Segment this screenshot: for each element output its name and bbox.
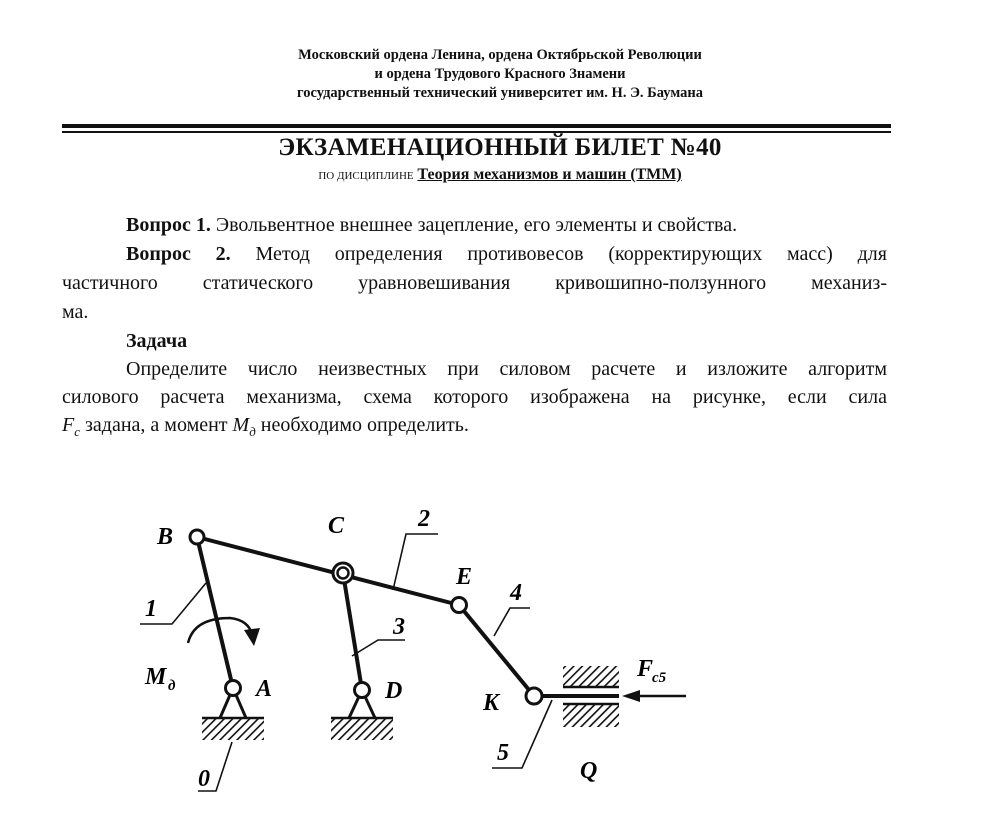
label-link-5: 5 bbox=[497, 740, 509, 766]
label-b: B bbox=[157, 524, 174, 550]
task-line-1: Определите число неизвестных при силовом расчете и изложите алгоритм bbox=[126, 358, 887, 380]
link-3-cd bbox=[343, 573, 362, 690]
joint-c-inner bbox=[338, 568, 349, 579]
question-1-text: Эвольвентное внешнее зацепление, его элементы и свойства. bbox=[215, 214, 738, 236]
moment-arrowhead bbox=[244, 628, 260, 646]
task-moment-subscript: д bbox=[249, 424, 256, 439]
discipline-prefix: ПО ДИСЦИПЛИНЕ bbox=[318, 170, 414, 182]
label-link-2: 2 bbox=[418, 506, 430, 532]
university-line-3: государственный технический университет им. Н. Э. Баумана bbox=[297, 85, 703, 101]
joint-e bbox=[452, 598, 467, 613]
label-c: C bbox=[328, 513, 345, 539]
label-d: D bbox=[385, 678, 403, 704]
link-2-be bbox=[197, 537, 459, 605]
label-q: Q bbox=[580, 758, 598, 784]
label-link-3: 3 bbox=[393, 614, 405, 640]
moment-label: M bbox=[145, 664, 167, 690]
leader-2 bbox=[393, 534, 438, 590]
task-line-2: силового расчета механизма, схема которого изображена на рисунке, если сила bbox=[62, 386, 887, 408]
task-line-3-mid: задана, а момент bbox=[85, 414, 228, 436]
force-label: F bbox=[637, 656, 654, 682]
label-link-0: 0 bbox=[198, 766, 210, 792]
task-heading-text: Задача bbox=[126, 330, 188, 352]
question-2-line-2: частичного статического уравновешивания кривошипно-ползунного механиз- bbox=[62, 272, 887, 294]
label-k: K bbox=[483, 690, 500, 716]
joint-b bbox=[190, 530, 204, 544]
guide-bottom-hatch bbox=[563, 705, 619, 727]
university-line-2: и ордена Трудового Красного Знамени bbox=[374, 66, 626, 82]
label-link-1: 1 bbox=[145, 596, 157, 622]
moment-subscript: д bbox=[168, 678, 176, 694]
joint-d bbox=[355, 683, 370, 698]
force-arrowhead bbox=[622, 690, 640, 702]
joint-k bbox=[526, 688, 542, 704]
force-subscript: c5 bbox=[652, 670, 667, 686]
ticket-title: ЭКЗАМЕНАЦИОННЫЙ БИЛЕТ №40 bbox=[278, 134, 722, 161]
ground-hatch-d bbox=[331, 718, 393, 740]
ground-hatch-a bbox=[202, 718, 264, 740]
leader-4 bbox=[494, 608, 530, 636]
question-2-line-3: ма. bbox=[62, 301, 89, 323]
link-4-ek bbox=[459, 605, 534, 696]
guide-top-hatch bbox=[563, 666, 619, 686]
task-force-symbol: F bbox=[62, 414, 75, 436]
label-link-4: 4 bbox=[510, 580, 522, 606]
label-e: E bbox=[456, 564, 473, 590]
leader-3 bbox=[352, 640, 405, 656]
task-force-subscript: c bbox=[74, 424, 80, 439]
joint-a bbox=[226, 681, 241, 696]
task-line-3-end: необходимо определить. bbox=[260, 414, 469, 436]
task-moment-symbol: М bbox=[232, 414, 250, 436]
university-line-1: Московский ордена Ленина, ордена Октябрьской Революции bbox=[298, 47, 702, 63]
discipline-name: Теория механизмов и машин (ТММ) bbox=[417, 166, 682, 183]
question-1-label: Вопрос 1. bbox=[126, 214, 211, 236]
link-1-ab bbox=[197, 537, 233, 688]
label-a: A bbox=[256, 676, 273, 702]
question-2-text-1: Метод определения противовесов (корректирующих масс) для bbox=[255, 243, 887, 265]
question-2-label: Вопрос 2. bbox=[126, 243, 231, 265]
